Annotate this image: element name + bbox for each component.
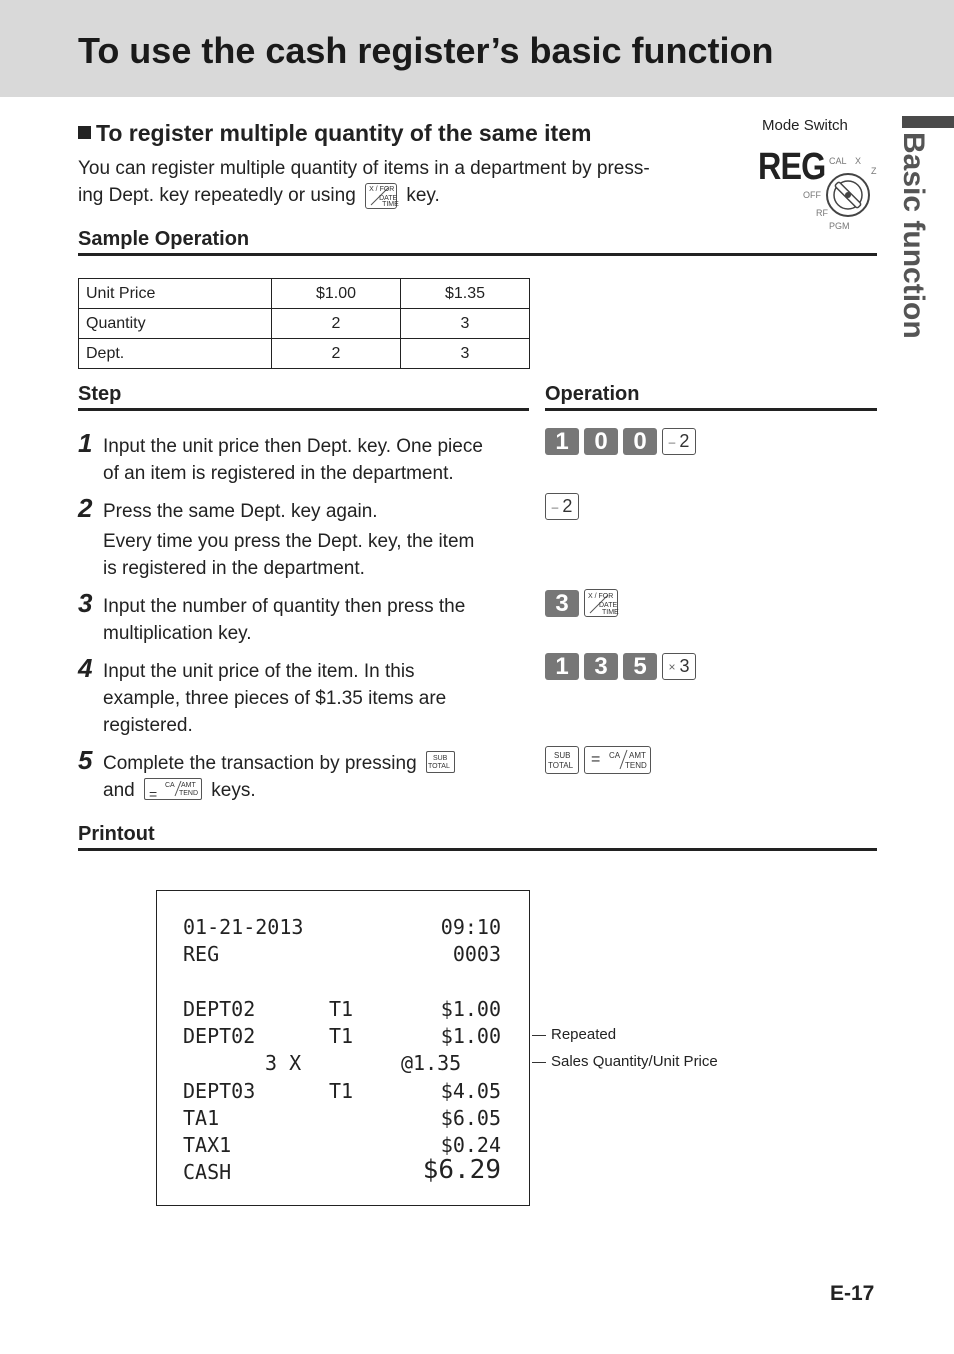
x-for-key-mid: DATE xyxy=(599,602,618,609)
table-cell-label: Quantity xyxy=(79,309,272,339)
table-row xyxy=(79,309,530,339)
table-cell: 3 xyxy=(401,339,530,369)
dept-3-key xyxy=(662,653,696,680)
receipt-cash-amount: $6.29 xyxy=(422,1155,501,1185)
subtotal-key-top: SUB xyxy=(554,751,571,760)
mode-pos-x: X xyxy=(855,156,862,166)
dept-mark: – xyxy=(551,499,559,514)
receipt-line-amount: $4.05 xyxy=(440,1079,501,1103)
ca-key-tend: TEND xyxy=(625,761,647,770)
page-number: E-17 xyxy=(830,1282,875,1305)
step-line: Press the same Dept. key again. xyxy=(103,501,378,522)
numeric-key: 0 xyxy=(623,428,657,455)
receipt-date: 01-21-2013 xyxy=(183,915,304,939)
ca-key-ca: CA xyxy=(609,751,621,760)
ca-key-amt: AMT xyxy=(629,751,646,760)
intro-line-2-end: key. xyxy=(406,185,440,206)
x-for-key-mid: DATE xyxy=(379,195,398,202)
step-2-text xyxy=(103,498,528,582)
table-cell: 2 xyxy=(272,339,401,369)
step-line: of an item is registered in the department. xyxy=(103,463,454,484)
x-for-key-bot: TIME xyxy=(382,201,399,208)
step-5-and: and xyxy=(103,780,135,801)
note-quantity-unit-price: Sales Quantity/Unit Price xyxy=(551,1053,718,1070)
table-cell: 3 xyxy=(401,309,530,339)
receipt-line-dept: DEPT02 xyxy=(183,1024,256,1048)
side-tab xyxy=(896,132,936,372)
step-5-text xyxy=(103,750,528,804)
sample-table xyxy=(78,278,530,369)
receipt-tax-amount: $0.24 xyxy=(440,1133,501,1157)
mode-pos-off: OFF xyxy=(803,190,821,200)
table-row xyxy=(79,279,530,309)
receipt-tax-label: TAX1 xyxy=(183,1133,232,1157)
step-5-line-1: Complete the transaction by pressing xyxy=(103,753,417,774)
step-line xyxy=(103,750,528,777)
sample-operation-heading: Sample Operation xyxy=(78,228,250,250)
receipt-line-tax: T1 xyxy=(329,997,354,1021)
dept-key-label: 2 xyxy=(679,431,690,451)
subtotal-key-bot: TOTAL xyxy=(427,763,450,770)
dept-mark: – xyxy=(668,434,676,449)
ca-key-eq: = xyxy=(591,751,601,768)
table-row xyxy=(79,339,530,369)
sample-operation-rule xyxy=(78,253,877,256)
side-tab-label: Basic function xyxy=(897,132,930,339)
intro-line-2 xyxy=(78,182,718,209)
step-number: 5 xyxy=(78,745,93,775)
subtotal-key-icon xyxy=(426,751,455,773)
subtotal-key-bot: TOTAL xyxy=(548,761,574,770)
callout-line xyxy=(532,1035,546,1036)
mode-switch-current: REG xyxy=(758,146,826,188)
ca-amt-tend-key-icon xyxy=(144,778,202,800)
mode-switch-graphic xyxy=(758,140,884,236)
step-number: 1 xyxy=(78,428,93,458)
receipt-number: 0003 xyxy=(452,942,501,966)
receipt-line-dept: DEPT03 xyxy=(183,1079,256,1103)
x-for-key xyxy=(584,589,618,617)
numeric-key: 1 xyxy=(545,428,579,455)
section-title xyxy=(78,120,591,147)
step-number: 2 xyxy=(78,493,93,523)
table-cell: $1.00 xyxy=(272,279,401,309)
receipt-line-amount: $1.00 xyxy=(440,1024,501,1048)
numeric-key: 1 xyxy=(545,653,579,680)
printout-heading: Printout xyxy=(78,823,155,845)
step-4-text xyxy=(103,658,528,739)
step-5-keys: keys. xyxy=(211,780,256,801)
intro-line-1: You can register multiple quantity of items in a department by press- xyxy=(78,158,650,179)
step-line: Input the unit price then Dept. key. One piece xyxy=(103,436,483,457)
section-title-text: To register multiple quantity of the same item xyxy=(96,120,592,146)
subtotal-key-top: SUB xyxy=(432,755,448,762)
ca-key-ca: CA xyxy=(164,782,175,789)
step-line: is registered in the department. xyxy=(103,558,365,579)
numeric-key: 0 xyxy=(584,428,618,455)
receipt-mode: REG xyxy=(183,942,220,966)
mult-mark: × xyxy=(668,659,676,674)
ca-key-tend: TEND xyxy=(178,790,199,797)
numeric-key: 3 xyxy=(584,653,618,680)
step-3-text xyxy=(103,593,528,647)
step-line: example, three pieces of $1.35 items are xyxy=(103,688,447,709)
mode-dial-icon xyxy=(758,140,884,236)
mode-pos-pgm: PGM xyxy=(829,221,850,231)
ca-amt-tend-key xyxy=(584,746,651,774)
ca-key-amt: AMT xyxy=(180,782,196,789)
x-for-key-top: X / FOR xyxy=(369,186,395,193)
dept-key-label: 2 xyxy=(562,496,573,516)
numeric-key: 3 xyxy=(545,590,579,617)
dept-2-key xyxy=(662,428,696,455)
x-for-key-bot: TIME xyxy=(602,609,619,616)
table-cell: $1.35 xyxy=(401,279,530,309)
receipt xyxy=(156,890,530,1206)
step-number: 3 xyxy=(78,588,93,618)
receipt-line-tax: T1 xyxy=(329,1024,354,1048)
operation-rule xyxy=(545,408,877,411)
step-line: Every time you press the Dept. key, the item xyxy=(103,531,475,552)
step-1-text xyxy=(103,433,528,487)
receipt-line-tax: T1 xyxy=(329,1079,354,1103)
receipt-unit-price: @1.35 xyxy=(401,1051,462,1075)
receipt-quantity: 3 X xyxy=(265,1051,302,1075)
receipt-taxable-label: TA1 xyxy=(183,1106,220,1130)
page-title: To use the cash register’s basic function xyxy=(78,30,774,71)
receipt-time: 09:10 xyxy=(440,915,501,939)
mode-switch-label: Mode Switch xyxy=(762,117,848,134)
x-for-key-top: X / FOR xyxy=(588,593,614,600)
receipt-cash-label: CASH xyxy=(183,1160,232,1184)
step-line: Input the number of quantity then press the xyxy=(103,596,466,617)
table-cell-label: Dept. xyxy=(79,339,272,369)
receipt-line-amount: $1.00 xyxy=(440,997,501,1021)
step-rule xyxy=(78,408,529,411)
step-line: registered. xyxy=(103,715,193,736)
numeric-key: 5 xyxy=(623,653,657,680)
note-repeated: Repeated xyxy=(551,1026,617,1043)
mode-pos-z: Z xyxy=(871,166,877,176)
step-heading: Step xyxy=(78,383,122,405)
step-number: 4 xyxy=(78,653,93,683)
operation-heading: Operation xyxy=(545,383,640,405)
square-bullet-icon xyxy=(78,126,91,139)
callout-line xyxy=(532,1062,546,1063)
receipt-line-dept: DEPT02 xyxy=(183,997,256,1021)
step-line xyxy=(103,777,528,804)
receipt-taxable-amount: $6.05 xyxy=(440,1106,501,1130)
step-line: Input the unit price of the item. In this xyxy=(103,661,415,682)
table-cell-label: Unit Price xyxy=(79,279,272,309)
mode-pos-rf: RF xyxy=(816,208,828,218)
mode-pos-cal: CAL xyxy=(829,156,847,166)
ca-key-eq: = xyxy=(148,786,158,802)
printout-rule xyxy=(78,848,877,851)
intro-paragraph xyxy=(78,155,718,209)
step-line: multiplication key. xyxy=(103,623,252,644)
table-cell: 2 xyxy=(272,309,401,339)
side-tab-bar xyxy=(902,116,954,128)
intro-line-2-text: ing Dept. key repeatedly or using xyxy=(78,185,356,206)
subtotal-key xyxy=(545,746,579,774)
dept-key-label: 3 xyxy=(679,656,690,676)
x-for-key-icon xyxy=(365,183,397,209)
dept-2-key xyxy=(545,493,579,520)
